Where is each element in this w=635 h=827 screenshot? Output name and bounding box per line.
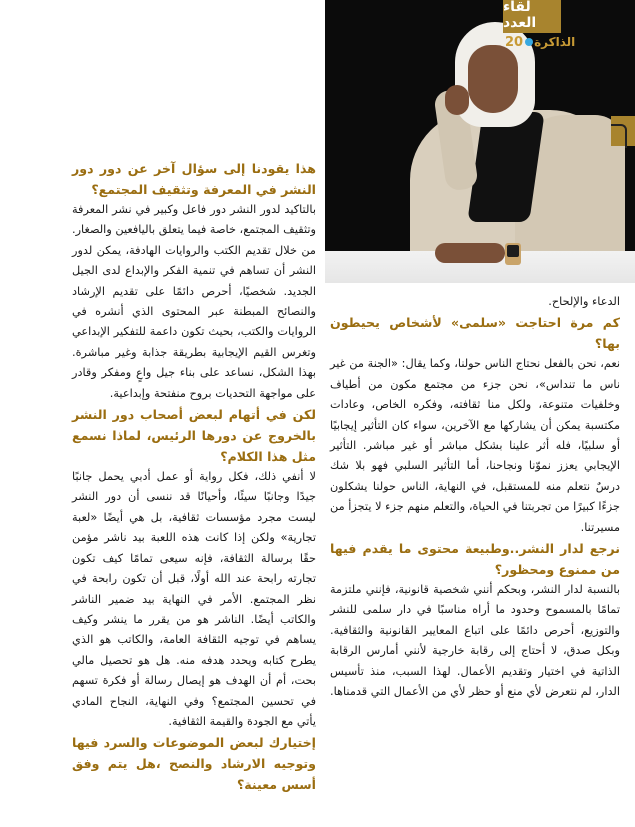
photo-hand (445, 85, 469, 115)
answer-paragraph: الدعاء والإلحاح. (548, 295, 620, 308)
answer-paragraph: نعم، نحن بالفعل نحتاج الناس حولنا، وكما يقال: «الجنة من غير ناس ما تنداس»، نحن جزء من مجتمع مكون من أطياف وخلفيات متنوعة، ولكل منا ثقافته، وفكره الخاص، وعادات مكتسبة يمكن أن يشاركها مع الآخرين، سواء كان التأثير إيجابيًا أو سلبيًا، فله أثر علينا بشكل مباشر أو غير مباشر. التأثير الإيجابي يعزز نموّنا ونجاحنا، أما التأثير السلبي فهو بلا شك درسٌ نتعلم منه للمستقبل، في النهاية، الناس حولنا يشكلون جزءًا كبيرًا من تجربتنا في الحياة، والتعلم منهم جزء لا يتجزأ من مسيرتنا. (330, 357, 620, 534)
answer-paragraph: بالنسبة لدار النشر، وبحكم أنني شخصية قانونية، فإنني ملتزمة تمامًا بالمسموح وحدود ما أراه مناسبًا في دار سلمى للنشر والتوزيع، أحرص دائمًا على اتباع المعايير القانونية والثقافية. وبكل صدق، لا أحتاج إلى رقابة خارجية لأنني أمارس الرقابة الذاتية في اختيار وتقديم الأعمال. لهذا السبب، منذ تأسيس الدار، لم نتعرض لأي منع أو حظر لأي من الأعمال التي قدمناها. (329, 583, 620, 699)
section-badge: لقاء العدد (503, 0, 561, 33)
logo-drop-icon (525, 38, 533, 46)
logo-text: الذاكرة (534, 35, 576, 49)
question-heading: هذا يقودنا إلى سؤال آخر عن دور دور النشر في المعرفة وتثقيف المجتمع؟ (72, 161, 316, 197)
decorative-corner-mark (611, 116, 635, 146)
question-heading: إختيارك لبعض الموضوعات والسرد فيها وتوجيه الارشاد والنصح ،هل يتم وفق أسس معينة؟ (72, 735, 316, 793)
question-heading: لكن في أتهام لبعض أصحاب دور النشر بالخروج عن دورها الرئيس، لماذا نسمع مثل هذا الكلام؟ (72, 407, 316, 465)
answer-paragraph: لا أنفي ذلك، فكل رواية أو عمل أدبي يحمل جانبًا جيدًا وجانبًا سيئًا، وأحيانًا قد ننسى أن دور النشر ليست مجرد مؤسسات ثقافية، بل هي أيضًا «لعبة تجارية» ولكن إذا كانت هذه اللعبة بيد ناشر مؤمن حقًا برسالة الثقافة، فإنه سيعى تمامًا كيف تكون تجارته رابحة عند الله أولًا، قبل أن تكون رابحة في نظر المجتمع. الأمر في النهاية بيد ضمير الناشر والكاتب أيضًا. الناشر هو من يقرر ما ينشر وكيف يساهم في توجيه الثقافة العامة، والكاتب هو الذي يطرح كتابه ويحدد هدفه منه. هل هو تحصيل مالي بحت، أم أن الهدف هو إيصال رسالة أو فكرة تسهم في تحسين المجتمع؟ وفي النهاية، النجاح المادي يأتي مع الجودة والقيمة الثقافية. (72, 470, 316, 728)
answer-paragraph: بالتاكيد لدور النشر دور فاعل وكبير في نشر المعرفة وتثقيف المجتمع، خاصة فيما يتعلق باليافعين والصغار. من خلال تقديم الكتب والروايات الهادفة، يمكن لدور النشر أن تساهم في تنمية الفكر والإبداع لدى الجيل الجديد. شخصيًا، أحرص دائمًا على تقديم الإرشاد والنصائح المبطنة عبر المحتوى الذي أنشره في الروايات والكتب، بحيث تكون داعمة للتفكير الإبداعي وتغرس القيم الإيجابية بطريقة جذابة وغير مباشرة. بهذا الشكل، نساعد على بناء جيل واعٍ ومفكر وقادر على مواجهة التحديات بروح منفتحة وإبداعية. (72, 203, 316, 400)
question-heading: نرجع لدار النشر..وطبيعة محتوى ما يقدم فيها من ممنوع ومحظور؟ (330, 541, 620, 578)
left-column (72, 158, 316, 795)
issue-number: 20 (505, 34, 524, 50)
magazine-logo (525, 35, 575, 49)
portrait-photo (325, 0, 635, 283)
issue-row (505, 34, 575, 50)
question-heading: كم مرة احتاجت «سلمى» لأشخاص يحيطون بها؟ (330, 315, 620, 352)
photo-face (468, 45, 518, 113)
photo-hand-resting (435, 243, 505, 263)
right-column (330, 292, 620, 703)
photo-watch-face (507, 245, 519, 257)
